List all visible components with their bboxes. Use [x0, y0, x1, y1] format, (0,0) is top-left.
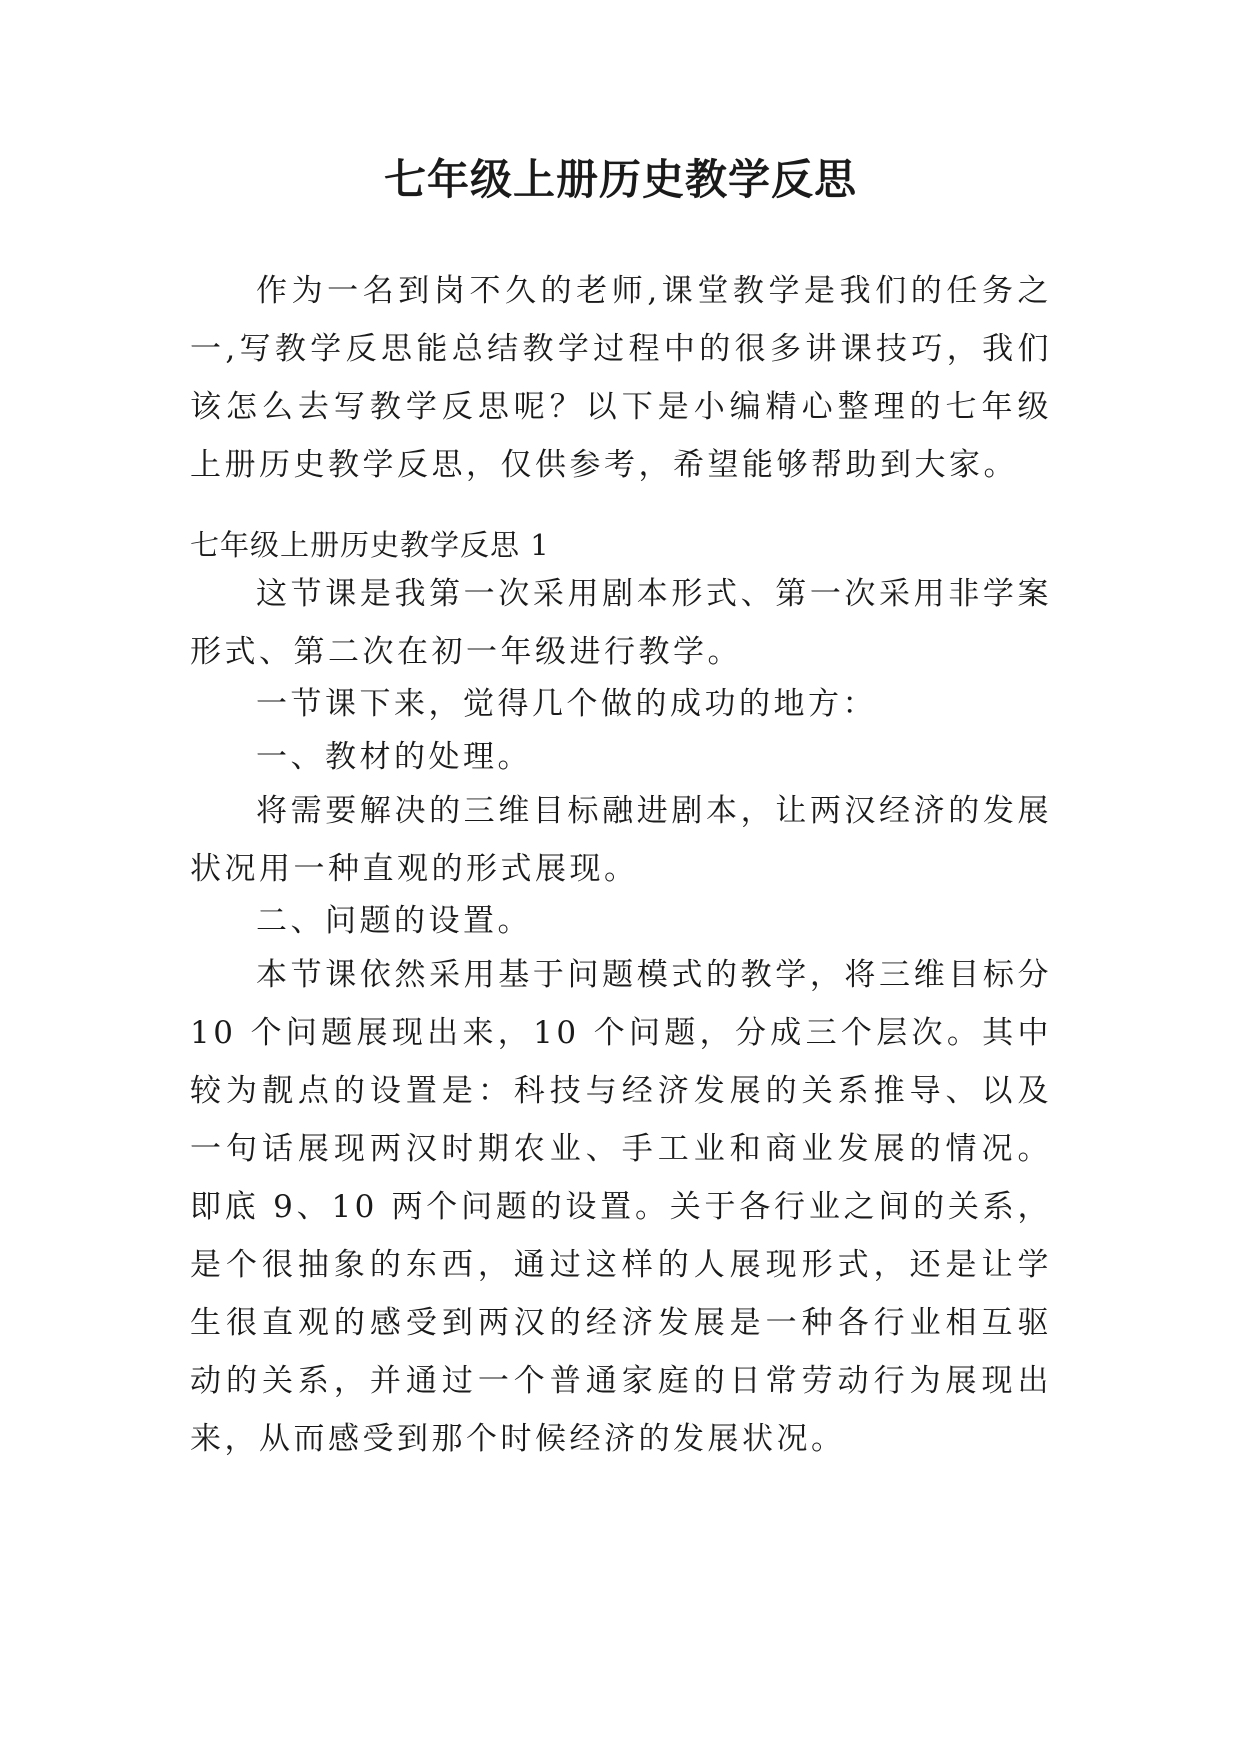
body-paragraph-1: 这节课是我第一次采用剧本形式、第一次采用非学案形式、第二次在初一年级进行教学。	[190, 576, 1052, 670]
body-paragraph-5: 二、问题的设置。	[256, 903, 532, 939]
body-paragraph-6: 本节课依然采用基于问题模式的教学，将三维目标分 10 个问题展现出来，10 个问题，分成三个层次。其中较为靓点的设置是：科技与经济发展的关系推导、以及一句话展现两汉时期农业、手工业和商业发展的情况。即底 9、10 两个问题的设置。关于各行业之间的关系，是个很抽象的东西，通过这样的人展现形式，还是让学生很直观的感受到两汉的经济发展是一种各行业相互驱动的关系，并通过一个普通家庭的日常劳动行为展现出来，从而感受到那个时候经济的发展状况。	[190, 957, 1052, 1457]
section-heading: 七年级上册历史教学反思 1	[190, 528, 550, 562]
body-paragraph-2: 一节课下来，觉得几个做的成功的地方：	[256, 686, 877, 722]
document-title: 七年级上册历史教学反思	[383, 155, 857, 204]
body-paragraph-3: 一、教材的处理。	[256, 739, 532, 775]
body-paragraph-4: 将需要解决的三维目标融进剧本，让两汉经济的发展状况用一种直观的形式展现。	[190, 793, 1052, 887]
intro-paragraph: 作为一名到岗不久的老师,课堂教学是我们的任务之一,写教学反思能总结教学过程中的很多讲课技巧，我们该怎么去写教学反思呢？以下是小编精心整理的七年级上册历史教学反思，仅供参考，希望能够帮助到大家。	[190, 273, 1052, 483]
